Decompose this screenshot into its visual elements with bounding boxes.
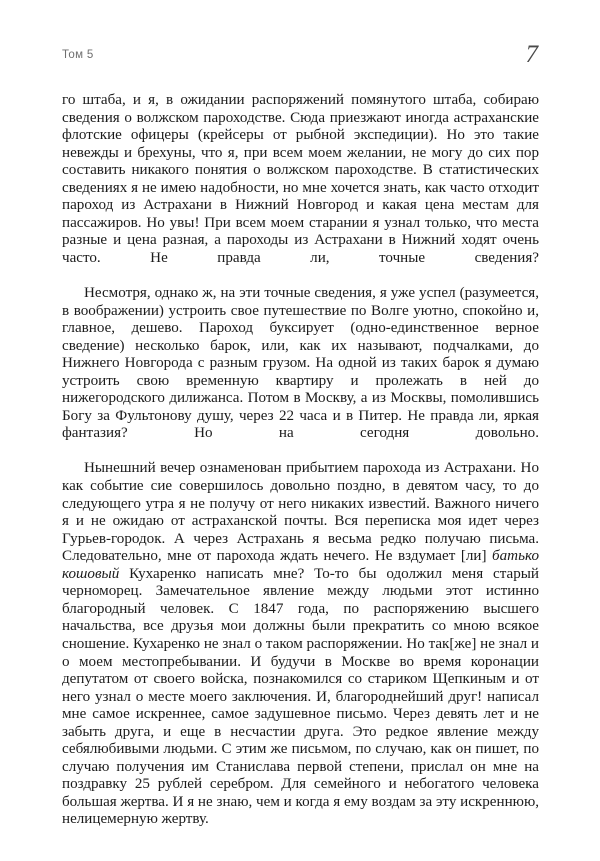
body-text-block: [62, 92, 539, 829]
emphasised-phrase: батько кошовый: [62, 548, 539, 582]
paragraph-continued: го штаба, и я, в ожидании распоряжений помянутого штаба, собираю сведения о волжском пароходстве. Сюда приезжают иногда астраханские флотские офицеры (крейсеры от рыбной экспедиции). Но это такие невежды и брехуны, что я, при всем моем желании, не могу до сих пор составить никакого понятия о волжском пароходстве. В статистических сведениях я не имею надобности, но мне хочется знать, как часто отходит пароход из Астрахани в Нижний Новгород и какая цена местам для пассажиров. Но увы! При всем моем старании я узнал только, что места разные и цена разная, а пароходы из Астрахани в Нижний ходят очень часто. Не правда ли, точные сведения?: [62, 92, 539, 266]
running-head: [62, 38, 538, 68]
paragraph-evening: Нынешний вечер ознаменован прибытием парохода из Астрахани. Но как событие сие совершилось довольно поздно, в девятом часу, то до следующего утра я не получу от него никаких известий. Важного ничего я и не ожидаю от астраханской почты. Вся переписка моя идет через Гурьев-городок. А через Астрахань я весьма редко получаю письма. Следовательно, мне от парохода ждать нечего. Не вздумает [ли] батько кошовый Кухаренко написать мне? То-то бы одолжил меня старый черноморец. Замечательное явление между людьми этот истинно благородный человек. С 1847 года, по распоряжению высшего начальства, все друзья мои должны были прекратить со мною всякое сношение. Кухаренко не знал о таком распоряжении. Но так[же] не знал и о моем местопребывании. И будучи в Москве во время коронации депутатом от своего войска, познакомился со стариком Щепкиным и от него узнал о месте моего заключения. И, благороднейший друг! написал мне самое искреннее, самое задушевное письмо. Через девять лет и не забыть друга, и еще в несчастии друга. Это редкое явление между себялюбивыми людьми. С этим же письмом, по случаю, как он пишет, по случаю получения им Станислава первой степени, прислал он мне на поздравку 25 рублей серебром. Для семейного и небогатого человека большая жертва. И я не знаю, чем и когда я ему воздам за эту искреннюю, нелицемерную жертву.: [62, 460, 539, 828]
paragraph-voyage: Несмотря, однако ж, на эти точные сведения, я уже успел (разумеется, в воображении) устроить свое путешествие по Волге уютно, спокойно и, главное, дешево. Пароход буксирует (одно-единственное верное сведение) несколько барок, или, как их называют, подчалками, до Нижнего Новгорода с разным грузом. На одной из таких барок я думаю устроить свою временную квартиру и пролежать в ней до нижегородского дилижанса. Потом в Москву, а из Москвы, помолившись Богу за Фультонову душу, через 22 часа и в Питер. Не правда ли, яркая фантазия? Но на сегодня довольно.: [62, 285, 539, 442]
page-number: 7: [525, 41, 538, 68]
volume-label: Том 5: [62, 49, 94, 61]
